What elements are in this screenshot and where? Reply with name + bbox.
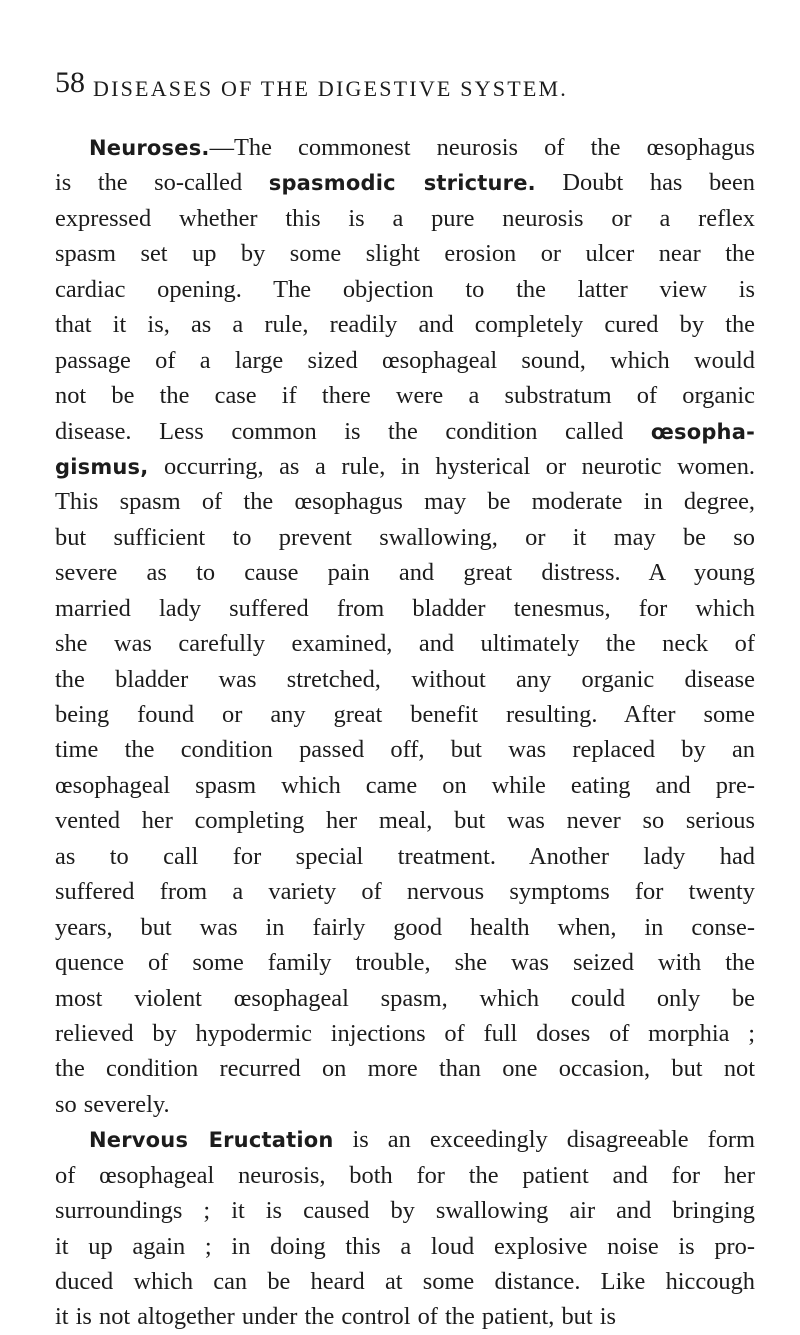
text-run: relieved by hypodermic injections of full doses of morphia ; [55, 1019, 755, 1047]
text-line [55, 165, 755, 200]
text-line [55, 236, 755, 271]
page-number: 58 [55, 66, 85, 99]
text-run: so severely. [55, 1090, 170, 1118]
text-run: cardiac opening. The objection to the latter view is [55, 275, 755, 303]
text-run: years, but was in fairly good health when, in conse- [55, 913, 755, 941]
text-line [55, 555, 755, 590]
bold-term: spasmodic stricture. [268, 171, 536, 196]
text-run: time the condition passed off, but was replaced by an [55, 736, 755, 764]
text-run: is an exceedingly disagreeable form [333, 1126, 755, 1154]
text-run: most violent œsophageal spasm, which could only be [55, 984, 755, 1012]
bold-term: Nervous Eructation [89, 1128, 334, 1153]
bold-term: œsopha- [650, 419, 755, 444]
text-run: being found or any great benefit resulting. After some [55, 701, 755, 728]
text-line [55, 272, 755, 307]
text-line [55, 1087, 755, 1122]
text-run: disease. Less common is the condition called [55, 417, 651, 445]
text-line [55, 378, 755, 413]
text-line [55, 732, 755, 767]
text-run: not be the case if there were a substratum of organic [55, 382, 755, 410]
text-line [55, 697, 755, 732]
page-header [55, 66, 755, 116]
text-line [55, 1051, 755, 1086]
text-run: Doubt has been [535, 169, 755, 197]
paragraph [55, 130, 755, 1122]
text-line [55, 591, 755, 626]
text-line [55, 945, 755, 980]
body-text [55, 130, 755, 1335]
text-line [55, 768, 755, 803]
text-run: duced which can be heard at some distance. Like hiccough [55, 1268, 755, 1295]
text-line [55, 910, 755, 945]
text-run: but sufficient to prevent swallowing, or it may be so [55, 523, 755, 551]
text-line [55, 1122, 755, 1157]
paragraph [55, 1122, 755, 1335]
text-line [55, 803, 755, 838]
text-run: severe as to cause pain and great distress. A young [55, 559, 755, 587]
text-run: surroundings ; it is caused by swallowing air and bringing [55, 1197, 755, 1225]
text-line [55, 1299, 755, 1334]
text-line [55, 307, 755, 342]
text-line [55, 1016, 755, 1051]
text-run: This spasm of the œsophagus may be moderate in degree, [55, 488, 755, 516]
text-line [55, 1193, 755, 1228]
text-line [55, 449, 755, 484]
text-run: occurring, as a rule, in hysterical or neurotic women. [148, 452, 755, 480]
text-line [55, 662, 755, 697]
text-run: vented her completing her meal, but was never so serious [55, 807, 755, 835]
text-run: —The commonest neurosis of the œsophagus [209, 134, 755, 161]
text-line [55, 414, 755, 449]
text-run: suffered from a variety of nervous symptoms for twenty [55, 878, 755, 906]
text-run: she was carefully examined, and ultimately the neck of [55, 630, 755, 658]
text-line [55, 201, 755, 236]
text-line [55, 839, 755, 874]
bold-term: Neuroses. [89, 136, 210, 160]
text-run: œsophageal spasm which came on while eating and pre- [55, 771, 755, 799]
text-line [55, 626, 755, 661]
text-run: that it is, as a rule, readily and completely cured by the [55, 311, 755, 339]
text-run: spasm set up by some slight erosion or ulcer near the [55, 240, 755, 268]
text-run: married lady suffered from bladder tenesmus, for which [55, 594, 755, 622]
text-line [55, 520, 755, 555]
text-run: quence of some family trouble, she was seized with the [55, 949, 755, 977]
text-run: is the so-called [55, 169, 269, 197]
text-line [55, 130, 755, 165]
text-line [55, 1264, 755, 1299]
text-run: of œsophageal neurosis, both for the patient and for her [55, 1161, 755, 1189]
text-run: the condition recurred on more than one occasion, but not [55, 1055, 755, 1083]
running-head: DISEASES OF THE DIGESTIVE SYSTEM. [93, 76, 568, 101]
text-line [55, 484, 755, 519]
text-line [55, 1158, 755, 1193]
text-line [55, 981, 755, 1016]
text-run: it up again ; in doing this a loud explosive noise is pro- [55, 1232, 755, 1260]
text-run: as to call for special treatment. Another lady had [55, 842, 755, 870]
text-run: expressed whether this is a pure neurosis or a reflex [55, 204, 755, 232]
text-line [55, 1229, 755, 1264]
text-line [55, 874, 755, 909]
text-run: the bladder was stretched, without any organic disease [55, 665, 755, 693]
bold-term: gismus, [55, 454, 149, 479]
text-run: passage of a large sized œsophageal sound, which would [55, 346, 755, 374]
text-run: it is not altogether under the control of the patient, but is [55, 1303, 617, 1331]
text-line [55, 343, 755, 378]
